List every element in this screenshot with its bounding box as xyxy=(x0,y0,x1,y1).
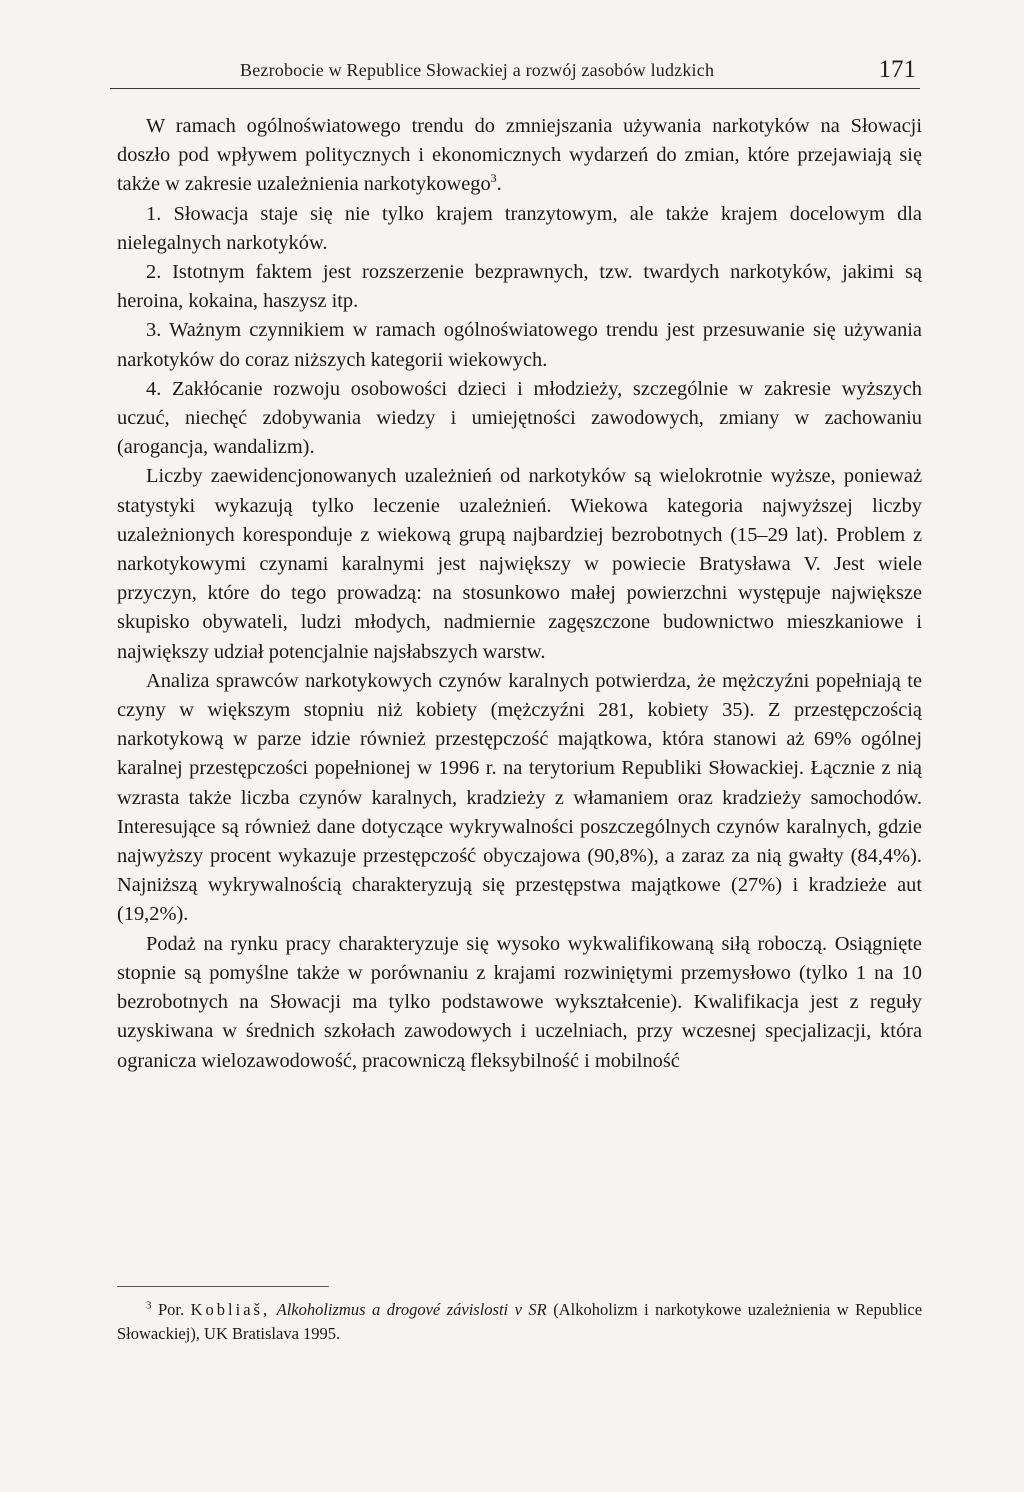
footnote-rest: (Alkoholizm i narkotykowe uzależnienia w Republice Słowackiej), UK Bratislava 1995. xyxy=(117,1300,923,1343)
paragraph: Liczby zaewidencjonowanych uzależnień od narkotyków są wielokrotnie wyższe, ponieważ statystyki wykazują tylko leczenie uzależnień. Wiekowa kategoria najwyższej liczby uzależnionych koresponduje z wiekową grupą najbardziej bezrobotnych (15–29 lat). Problem z narkotykowymi czynami karalnymi jest największy w powiecie Bratysława V. Jest wiele przyczyn, które do tego prowadzą: na stosunkowo małej powierzchni występuje największe skupisko obywateli, ludzi młodych, nadmiernie zagęszczone budownictwo mieszkaniowe i największy udział potencjalnie najsłabszych warstw. xyxy=(117,465,922,663)
footnote-author: Kobliaš, xyxy=(190,1300,271,1319)
paragraph-intro: W ramach ogólnoświatowego trendu do zmniejszania używania narkotyków na Słowacji doszło pod wpływem politycznych i ekonomicznych wydarzeń do zmian, które przejawiają się także w zakresie uzależnienia narkotykowego$^3$. xyxy=(117,115,922,196)
running-title: Bezrobocie w Republice Słowackiej a rozwój zasobów ludzkich xyxy=(240,60,715,80)
paragraph: Analiza sprawców narkotykowych czynów karalnych potwierdza, że mężczyźni popełniają te czyny w większym stopniu niż kobiety (mężczyźni 281, kobiety 35). Z przestępczością narkotykową w parze idzie również przestępczość majątkowa, która stanowi aż 69% ogólnej karalnej przestępczości popełnionej w 1996 r. na terytorium Republiki Słowackiej. Łącznie z nią wzrasta także liczba czynów karalnych, kradzieży z włamaniem oraz kradzieży samochodów. Interesujące są również dane dotyczące wykrywalności poszczególnych czynów karalnych, gdzie najwyższy procent wykazuje przestępczość obyczajowa (90,8%), a zaraz za nią gwałty (84,4%). Najniższą wykrywalnością charakteryzują się przestępstwa majątkowe (27%) i kradzieże aut (19,2%). xyxy=(117,669,922,926)
list-item: 1. Słowacja staje się nie tylko krajem tranzytowym, ale także krajem docelowym dla nielegalnych narkotyków. xyxy=(117,202,922,254)
body-text xyxy=(117,112,922,1076)
footnote-title: Alkoholizmus a drogové závislosti v SR xyxy=(276,1300,547,1319)
paragraph: Podaż na rynku pracy charakteryzuje się wysoko wykwalifikowaną siłą roboczą. Osiągnięte stopnie są pomyślne także w porównaniu z krajami rozwiniętymi przemysłowo (tylko 1 na 10 bezrobotnych na Słowacji ma tylko podstawowe wykształcenie). Kwalifikacja jest z reguły uzyskiwana w średnich szkołach zawodowych i uczelniach, przy wczesnej specjalizacji, która ogranicza wielozawodowość, pracowniczą fleksybilność i mobilność xyxy=(117,932,922,1072)
footnote-mark: 3 xyxy=(146,1299,152,1312)
footnote-reference: 3 xyxy=(490,171,497,186)
footnotes xyxy=(117,1298,922,1346)
list-item: 2. Istotnym faktem jest rozszerzenie bezprawnych, tzw. twardych narkotyków, jakimi są heroina, kokaina, haszysz itp. xyxy=(117,261,922,313)
list-item: 4. Zakłócanie rozwoju osobowości dzieci i młodzieży, szczególnie w zakresie wyższych uczuć, niechęć zdobywania wiedzy i umiejętności zawodowych, zmiany w zachowaniu (arogancja, wandalizm). xyxy=(117,377,922,459)
page-header xyxy=(110,58,920,89)
list-item: 3. Ważnym czynnikiem w ramach ogólnoświatowego trendu jest przesuwanie się używania narkotyków do coraz niższych kategorii wiekowych. xyxy=(117,319,922,371)
footnote-prefix: Por. xyxy=(158,1300,185,1319)
footnote-3 xyxy=(117,1298,922,1346)
page-number: 171 xyxy=(878,56,916,83)
footnote-divider xyxy=(117,1286,329,1287)
